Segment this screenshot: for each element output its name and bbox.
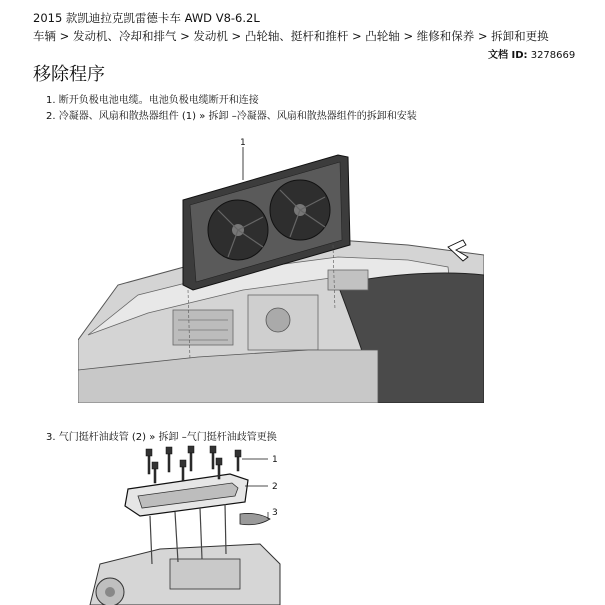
figure2-callout-1: 1 bbox=[272, 455, 278, 465]
document-id-label: 文档 ID: bbox=[488, 50, 528, 61]
step-2[interactable]: 2. 冷凝器、风扇和散热器组件 (1) » 拆卸 –冷凝器、风扇和散热器组件的拆卸和安装 bbox=[46, 111, 417, 122]
vehicle-title: 2015 款凯迪拉克凯雷德卡车 AWD V8-6.2L bbox=[33, 11, 260, 25]
breadcrumb[interactable]: 车辆 > 发动机、冷却和排气 > 发动机 > 凸轮轴、挺杆和推杆 > 凸轮轴 > 维修和保养 > 拆卸和更换 bbox=[33, 29, 549, 43]
figure1-callout-1: 1 bbox=[240, 138, 246, 148]
step-3[interactable]: 3. 气门挺杆油歧管 (2) » 拆卸 –气门挺杆油歧管更换 bbox=[46, 432, 277, 443]
step-1[interactable]: 1. 断开负极电池电缆。电池负极电缆断开和连接 bbox=[46, 95, 259, 106]
radiator-assembly-figure bbox=[78, 135, 484, 403]
figure2-callout-2: 2 bbox=[272, 482, 278, 492]
valve-lifter-oil-manifold-figure bbox=[80, 444, 290, 605]
section-heading: 移除程序 bbox=[33, 64, 105, 85]
document-id-value: 3278669 bbox=[530, 50, 576, 61]
document-id bbox=[488, 46, 575, 61]
figure2-callout-3: 3 bbox=[272, 508, 278, 518]
